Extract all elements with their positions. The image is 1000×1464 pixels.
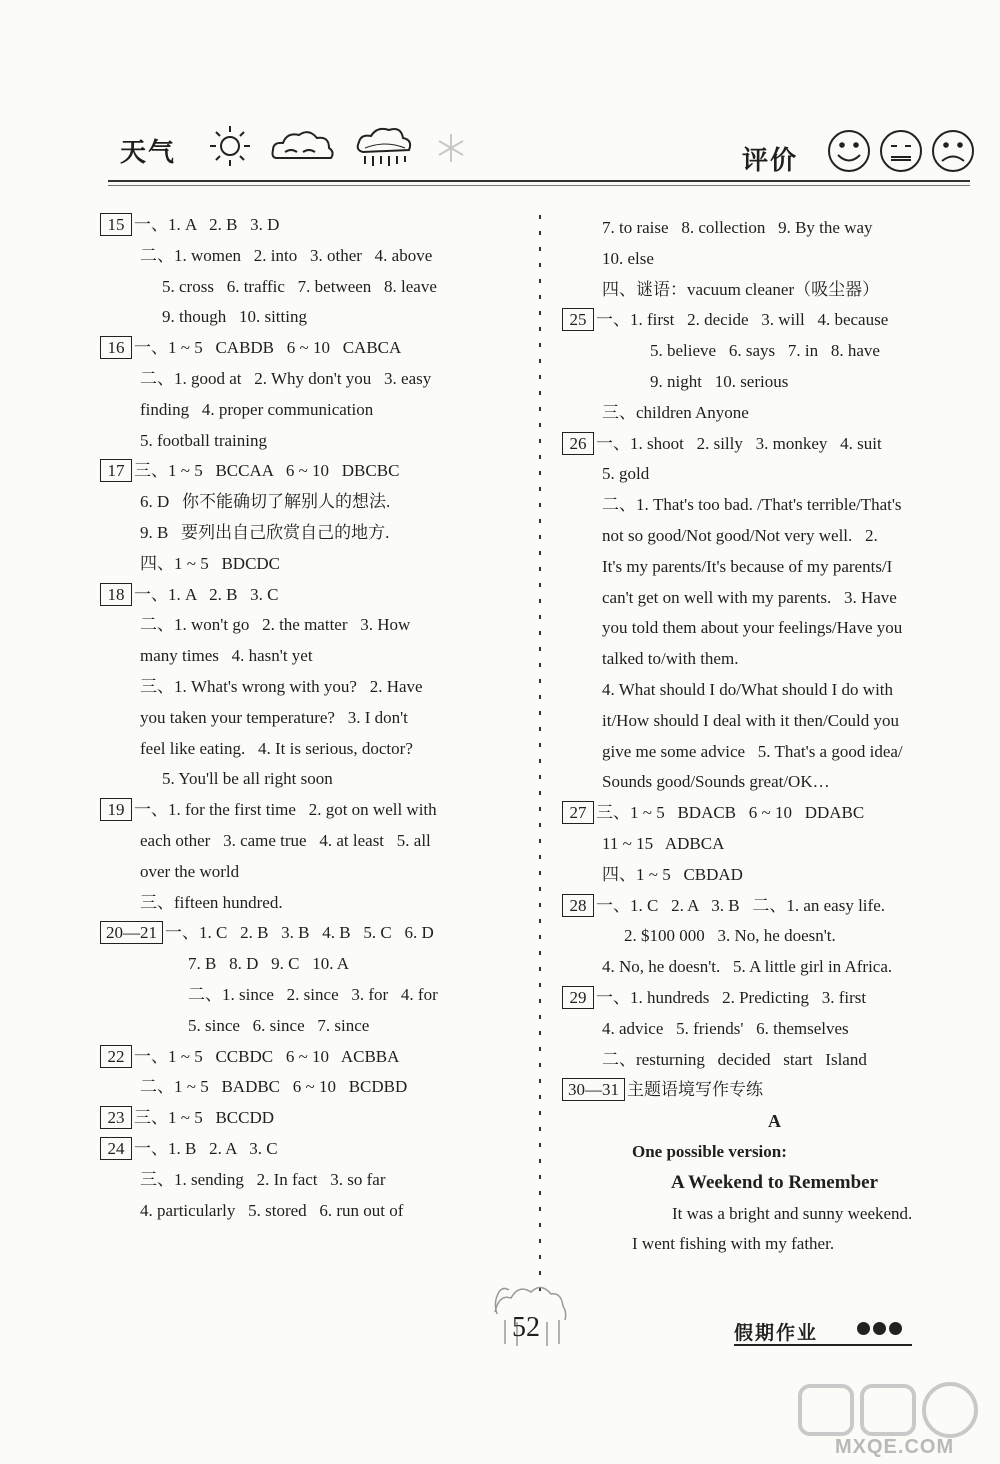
writing-section-label: A (768, 1111, 781, 1132)
watermark-text: MXQE.COM (835, 1436, 955, 1458)
answer-text: 2. $100 000 3. No, he doesn't. (624, 926, 836, 946)
answer-text: 二、1. women 2. into 3. other 4. above (140, 245, 433, 265)
answer-text: 10. else (602, 248, 654, 268)
weather-label: 天气 (120, 138, 177, 167)
left-answer-line (100, 395, 520, 426)
answer-text: finding 4. proper communication (140, 399, 374, 419)
right-answer-line (562, 644, 987, 675)
answer-text: 三、children Anyone (602, 402, 749, 422)
right-answer-line (562, 429, 987, 460)
answer-text: not so good/Not good/Not very well. 2. (602, 525, 878, 545)
right-answer-line (562, 921, 987, 952)
answer-text: 4. particularly 5. stored 6. run out of (140, 1200, 404, 1220)
header-rule (108, 180, 970, 182)
right-answer-line (562, 583, 987, 614)
answer-text: 4. No, he doesn't. 5. A little girl in Africa. (602, 957, 893, 977)
answer-text: 5. gold (602, 464, 650, 484)
left-answer-line (100, 241, 520, 272)
answer-text: 7. B 8. D 9. C 10. A (188, 954, 350, 974)
answer-text: can't get on well with my parents. 3. Have (602, 587, 897, 607)
answer-text: 6. D 你不能确切了解别人的想法. (140, 492, 391, 512)
left-answer-line (100, 1103, 520, 1134)
left-answer-line (100, 641, 520, 672)
right-answer-line (562, 490, 987, 521)
right-answer-line (562, 213, 987, 244)
neutral-face-icon (881, 131, 921, 171)
answer-text: 5. believe 6. says 7. in 8. have (650, 341, 880, 361)
question-number-box: 28 (562, 894, 594, 917)
question-number-box: 29 (562, 986, 594, 1009)
right-answer-line (562, 737, 987, 768)
answer-text: 5. football training (140, 430, 268, 450)
left-answer-line (100, 888, 520, 919)
question-number-box: 23 (100, 1106, 132, 1129)
happy-face-icon (829, 131, 869, 171)
answer-text: 一、1. C 2. A 3. B 二、1. an easy life. (596, 895, 885, 915)
left-answer-line (100, 826, 520, 857)
footer-dots (857, 1322, 905, 1340)
answer-text: 一、1 ~ 5 CABDB 6 ~ 10 CABCA (134, 338, 402, 358)
answer-text: 一、1. first 2. decide 3. will 4. because (596, 310, 889, 330)
left-answer-line (100, 272, 520, 303)
right-answer-line (562, 829, 987, 860)
answer-text: it/How should I deal with it then/Could you (602, 710, 900, 730)
right-answer-column (562, 213, 987, 1260)
left-answer-line (100, 487, 520, 518)
left-answer-line (100, 764, 520, 795)
answer-text: each other 3. came true 4. at least 5. all (140, 830, 431, 850)
left-answer-line (100, 426, 520, 457)
answer-text: 一、1. for the first time 2. got on well with (134, 800, 437, 820)
right-answer-line (562, 1014, 987, 1045)
writing-line-1: It was a bright and sunny weekend. (672, 1203, 913, 1223)
answer-text: 一、1. shoot 2. silly 3. monkey 4. suit (596, 433, 882, 453)
answer-text: 主题语境写作专练 (627, 1080, 763, 1100)
answer-text: 一、1. B 2. A 3. C (134, 1138, 278, 1158)
answer-text: 一、1. hundreds 2. Predicting 3. first (596, 987, 867, 1007)
answer-text: over the world (140, 861, 240, 881)
left-answer-line (100, 333, 520, 364)
question-number-box: 27 (562, 801, 594, 824)
right-answer-lines (562, 213, 987, 1106)
left-answer-line (100, 1134, 520, 1165)
right-answer-line (562, 798, 987, 829)
answer-text: 9. B 要列出自己欣赏自己的地方. (140, 522, 390, 542)
answer-text: 三、1 ~ 5 BCCDD (134, 1108, 275, 1128)
right-answer-line (562, 336, 987, 367)
answer-text: you taken your temperature? 3. I don't (140, 707, 408, 727)
left-answer-line (100, 857, 520, 888)
answer-text: 5. cross 6. traffic 7. between 8. leave (162, 276, 437, 296)
sun-icon (210, 126, 250, 166)
answer-text: 一、1 ~ 5 CCBDC 6 ~ 10 ACBBA (134, 1046, 400, 1066)
question-number-box: 15 (100, 213, 132, 236)
writing-intro: One possible version: (632, 1141, 787, 1161)
cloud-icon (273, 132, 333, 158)
answer-text: many times 4. hasn't yet (140, 646, 313, 666)
left-answer-line (100, 1165, 520, 1196)
column-divider (537, 215, 543, 1295)
left-answer-line (100, 1011, 520, 1042)
left-answer-line (100, 580, 520, 611)
left-answer-column (100, 210, 520, 1226)
right-answer-line (562, 706, 987, 737)
answer-text: 9. though 10. sitting (162, 307, 307, 327)
writing-line-2: I went fishing with my father. (632, 1234, 835, 1254)
evaluation-faces (826, 128, 976, 174)
answer-text: feel like eating. 4. It is serious, doctor? (140, 738, 413, 758)
left-answer-line (100, 703, 520, 734)
answer-text: you told them about your feelings/Have you (602, 618, 903, 638)
right-answer-line (562, 675, 987, 706)
right-answer-line (562, 983, 987, 1014)
question-number-box: 19 (100, 798, 132, 821)
left-answer-line (100, 610, 520, 641)
right-answer-line (562, 1045, 987, 1076)
right-answer-line (562, 275, 987, 306)
answer-text: 二、resturning decided start Island (602, 1049, 867, 1069)
question-number-box: 24 (100, 1137, 132, 1160)
right-answer-line (562, 613, 987, 644)
right-answer-line (562, 552, 987, 583)
left-answer-line (100, 518, 520, 549)
left-answer-line (100, 980, 520, 1011)
left-answer-line (100, 795, 520, 826)
right-answer-line (562, 305, 987, 336)
evaluation-label: 评价 (742, 146, 799, 175)
answer-text: 四、谜语：vacuum cleaner（吸尘器） (602, 279, 880, 299)
answer-text: give me some advice 5. That's a good idea/ (602, 741, 903, 761)
answer-text: 二、1 ~ 5 BADBC 6 ~ 10 BCDBD (140, 1077, 408, 1097)
question-number-box: 20—21 (100, 921, 163, 944)
footer-label: 假期作业 (734, 1323, 819, 1344)
left-answer-line (100, 210, 520, 241)
answer-text: 4. advice 5. friends' 6. themselves (602, 1018, 849, 1038)
answer-text: 二、1. since 2. since 3. for 4. for (188, 984, 438, 1004)
right-answer-line (562, 398, 987, 429)
weather-icons (205, 118, 485, 178)
answer-text: 三、1 ~ 5 BDACB 6 ~ 10 DDABC (596, 803, 865, 823)
answer-text: 三、1 ~ 5 BCCAA 6 ~ 10 DBCBC (134, 461, 400, 481)
footer-rule (734, 1344, 912, 1346)
left-answer-line (100, 1196, 520, 1227)
answer-text: 四、1 ~ 5 CBDAD (602, 864, 743, 884)
question-number-box: 26 (562, 432, 594, 455)
answer-text: It's my parents/It's because of my parents/I (602, 556, 893, 576)
answer-text: 一、1. C 2. B 3. B 4. B 5. C 6. D (165, 923, 434, 943)
left-answer-line (100, 456, 520, 487)
answer-text: 一、1. A 2. B 3. D (134, 215, 280, 234)
answer-text: 三、fifteen hundred. (140, 892, 283, 912)
answer-text: 11 ~ 15 ADBCA (602, 833, 725, 853)
right-answer-line (562, 1075, 987, 1106)
left-answer-line (100, 364, 520, 395)
answer-text: 三、1. sending 2. In fact 3. so far (140, 1169, 386, 1189)
answer-text: 5. You'll be all right soon (162, 769, 333, 789)
left-answer-line (100, 672, 520, 703)
snowflake-icon (439, 134, 463, 162)
right-answer-line (562, 521, 987, 552)
answer-text: 7. to raise 8. collection 9. By the way (602, 218, 873, 237)
question-number-box: 16 (100, 336, 132, 359)
right-answer-line (562, 952, 987, 983)
answer-text: 5. since 6. since 7. since (188, 1015, 370, 1035)
answer-text: 二、1. won't go 2. the matter 3. How (140, 615, 411, 635)
page-number: 52 (512, 1312, 540, 1343)
rain-cloud-icon (358, 129, 410, 166)
answer-text: 四、1 ~ 5 BDCDC (140, 553, 281, 573)
question-number-box: 18 (100, 583, 132, 606)
question-number-box: 25 (562, 308, 594, 331)
sad-face-icon (933, 131, 973, 171)
answer-text: 二、1. That's too bad. /That's terrible/That's (602, 495, 902, 515)
left-answer-line (100, 302, 520, 333)
answer-text: 二、1. good at 2. Why don't you 3. easy (140, 368, 432, 388)
right-answer-line (562, 367, 987, 398)
writing-title: A Weekend to Remember (670, 1171, 879, 1193)
answer-text: Sounds good/Sounds great/OK… (602, 772, 830, 792)
question-number-box: 22 (100, 1045, 132, 1068)
question-number-box: 17 (100, 459, 132, 482)
right-answer-line (562, 860, 987, 891)
left-answer-line (100, 1042, 520, 1073)
right-answer-line (562, 459, 987, 490)
left-answer-line (100, 949, 520, 980)
left-answer-line (100, 549, 520, 580)
right-answer-line (562, 244, 987, 275)
right-answer-line (562, 891, 987, 922)
answer-text: 三、1. What's wrong with you? 2. Have (140, 676, 423, 696)
header-rule-thin (108, 185, 970, 186)
question-number-box: 30—31 (562, 1078, 625, 1101)
left-answer-line (100, 734, 520, 765)
answer-text: 9. night 10. serious (650, 371, 789, 391)
right-answer-line (562, 767, 987, 798)
answer-text: talked to/with them. (602, 649, 739, 669)
answer-text: 一、1. A 2. B 3. C (134, 584, 279, 604)
left-answer-line (100, 1072, 520, 1103)
left-answer-line (100, 918, 520, 949)
answer-text: 4. What should I do/What should I do with (602, 679, 894, 699)
